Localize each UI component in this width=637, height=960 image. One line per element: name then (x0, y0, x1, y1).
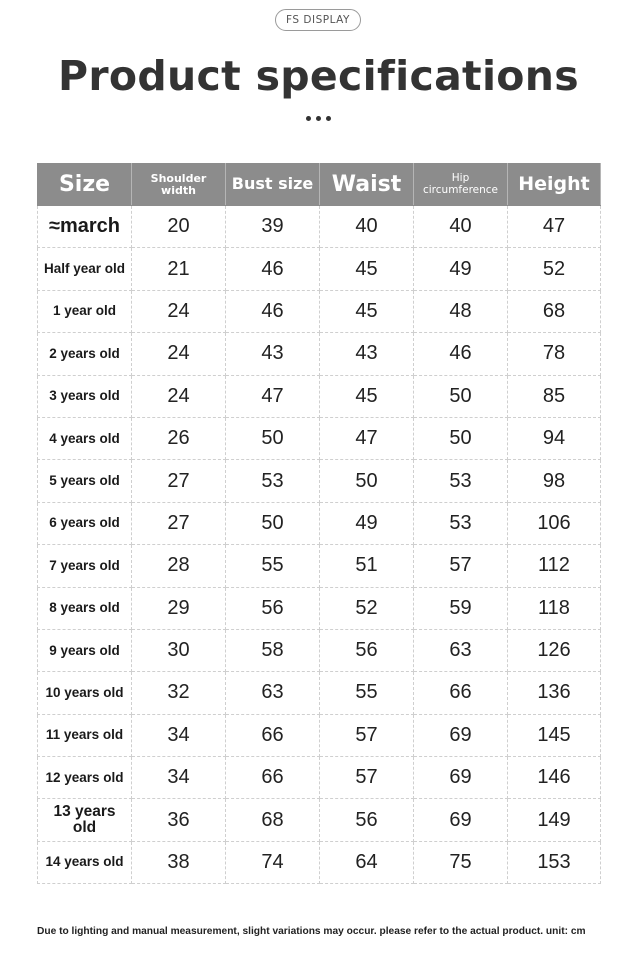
size-label: 8 years old (38, 587, 132, 629)
measurement-cell: 78 (508, 333, 601, 375)
measurement-cell: 46 (414, 333, 508, 375)
measurement-cell: 53 (414, 502, 508, 544)
table-row (38, 587, 601, 629)
measurement-cell: 27 (132, 502, 226, 544)
header-shoulder-width: Shoulder width (132, 164, 226, 206)
measurement-cell: 146 (508, 757, 601, 799)
measurement-cell: 66 (414, 672, 508, 714)
table-row (38, 248, 601, 290)
footnote: Due to lighting and manual measurement, slight variations may occur. please refer to the actual product. unit: cm (37, 926, 586, 937)
page-title: Product specifications (58, 52, 579, 100)
measurement-cell: 149 (508, 799, 601, 841)
measurement-cell: 69 (414, 799, 508, 841)
measurement-cell: 34 (132, 757, 226, 799)
table-row (38, 757, 601, 799)
dots-divider (0, 116, 637, 121)
measurement-cell: 153 (508, 841, 601, 883)
table-row (38, 417, 601, 459)
measurement-cell: 63 (414, 629, 508, 671)
measurement-cell: 50 (320, 460, 414, 502)
display-badge: FS DISPLAY (275, 9, 361, 31)
measurement-cell: 56 (320, 629, 414, 671)
header-waist: Waist (320, 164, 414, 206)
measurement-cell: 24 (132, 333, 226, 375)
table-row (38, 841, 601, 883)
header-height: Height (508, 164, 601, 206)
size-label: 14 years old (38, 841, 132, 883)
measurement-cell: 49 (414, 248, 508, 290)
measurement-cell: 145 (508, 714, 601, 756)
measurement-cell: 94 (508, 417, 601, 459)
measurement-cell: 28 (132, 545, 226, 587)
measurement-cell: 57 (414, 545, 508, 587)
measurement-cell: 58 (226, 629, 320, 671)
measurement-cell: 136 (508, 672, 601, 714)
table-row (38, 375, 601, 417)
measurement-cell: 68 (226, 799, 320, 841)
measurement-cell: 57 (320, 714, 414, 756)
measurement-cell: 56 (320, 799, 414, 841)
measurement-cell: 45 (320, 248, 414, 290)
size-label: 6 years old (38, 502, 132, 544)
measurement-cell: 55 (226, 545, 320, 587)
size-label: 3 years old (38, 375, 132, 417)
measurement-cell: 46 (226, 290, 320, 332)
table-row (38, 502, 601, 544)
table-row (38, 629, 601, 671)
measurement-cell: 46 (226, 248, 320, 290)
table-header-row (38, 164, 601, 206)
measurement-cell: 40 (414, 206, 508, 248)
measurement-cell: 55 (320, 672, 414, 714)
measurement-cell: 66 (226, 714, 320, 756)
measurement-cell: 47 (320, 417, 414, 459)
measurement-cell: 69 (414, 714, 508, 756)
measurement-cell: 32 (132, 672, 226, 714)
measurement-cell: 50 (226, 417, 320, 459)
header-hip-circumference: Hip circumference (414, 164, 508, 206)
measurement-cell: 50 (414, 417, 508, 459)
measurement-cell: 36 (132, 799, 226, 841)
size-label: 12 years old (38, 757, 132, 799)
measurement-cell: 30 (132, 629, 226, 671)
measurement-cell: 24 (132, 375, 226, 417)
measurement-cell: 126 (508, 629, 601, 671)
table-row (38, 545, 601, 587)
measurement-cell: 47 (226, 375, 320, 417)
dot (306, 116, 311, 121)
table-body (38, 206, 601, 884)
measurement-cell: 48 (414, 290, 508, 332)
measurement-cell: 112 (508, 545, 601, 587)
table-row (38, 672, 601, 714)
measurement-cell: 24 (132, 290, 226, 332)
measurement-cell: 63 (226, 672, 320, 714)
measurement-cell: 69 (414, 757, 508, 799)
measurement-cell: 74 (226, 841, 320, 883)
dot (326, 116, 331, 121)
measurement-cell: 53 (226, 460, 320, 502)
measurement-cell: 50 (414, 375, 508, 417)
size-label: 1 year old (38, 290, 132, 332)
size-label: 10 years old (38, 672, 132, 714)
measurement-cell: 49 (320, 502, 414, 544)
measurement-cell: 66 (226, 757, 320, 799)
measurement-cell: 39 (226, 206, 320, 248)
table-row (38, 333, 601, 375)
measurement-cell: 45 (320, 375, 414, 417)
size-chart-table (37, 163, 601, 884)
size-label: ≈march (38, 206, 132, 248)
measurement-cell: 68 (508, 290, 601, 332)
measurement-cell: 85 (508, 375, 601, 417)
measurement-cell: 34 (132, 714, 226, 756)
table-row (38, 714, 601, 756)
measurement-cell: 45 (320, 290, 414, 332)
size-label: 9 years old (38, 629, 132, 671)
measurement-cell: 51 (320, 545, 414, 587)
measurement-cell: 27 (132, 460, 226, 502)
size-label: 4 years old (38, 417, 132, 459)
header-bust-size: Bust size (226, 164, 320, 206)
measurement-cell: 43 (226, 333, 320, 375)
size-label: 13 years old (38, 799, 132, 841)
dot (316, 116, 321, 121)
table-row (38, 460, 601, 502)
measurement-cell: 38 (132, 841, 226, 883)
measurement-cell: 118 (508, 587, 601, 629)
measurement-cell: 26 (132, 417, 226, 459)
measurement-cell: 29 (132, 587, 226, 629)
measurement-cell: 52 (320, 587, 414, 629)
measurement-cell: 57 (320, 757, 414, 799)
measurement-cell: 40 (320, 206, 414, 248)
measurement-cell: 43 (320, 333, 414, 375)
measurement-cell: 75 (414, 841, 508, 883)
measurement-cell: 47 (508, 206, 601, 248)
measurement-cell: 59 (414, 587, 508, 629)
measurement-cell: 98 (508, 460, 601, 502)
size-label: 7 years old (38, 545, 132, 587)
measurement-cell: 64 (320, 841, 414, 883)
measurement-cell: 20 (132, 206, 226, 248)
table-row (38, 799, 601, 841)
measurement-cell: 56 (226, 587, 320, 629)
header-size: Size (38, 164, 132, 206)
measurement-cell: 53 (414, 460, 508, 502)
measurement-cell: 106 (508, 502, 601, 544)
measurement-cell: 50 (226, 502, 320, 544)
size-label: 5 years old (38, 460, 132, 502)
size-label: Half year old (38, 248, 132, 290)
table-row (38, 290, 601, 332)
table-row (38, 206, 601, 248)
size-label: 2 years old (38, 333, 132, 375)
measurement-cell: 52 (508, 248, 601, 290)
size-label: 11 years old (38, 714, 132, 756)
measurement-cell: 21 (132, 248, 226, 290)
